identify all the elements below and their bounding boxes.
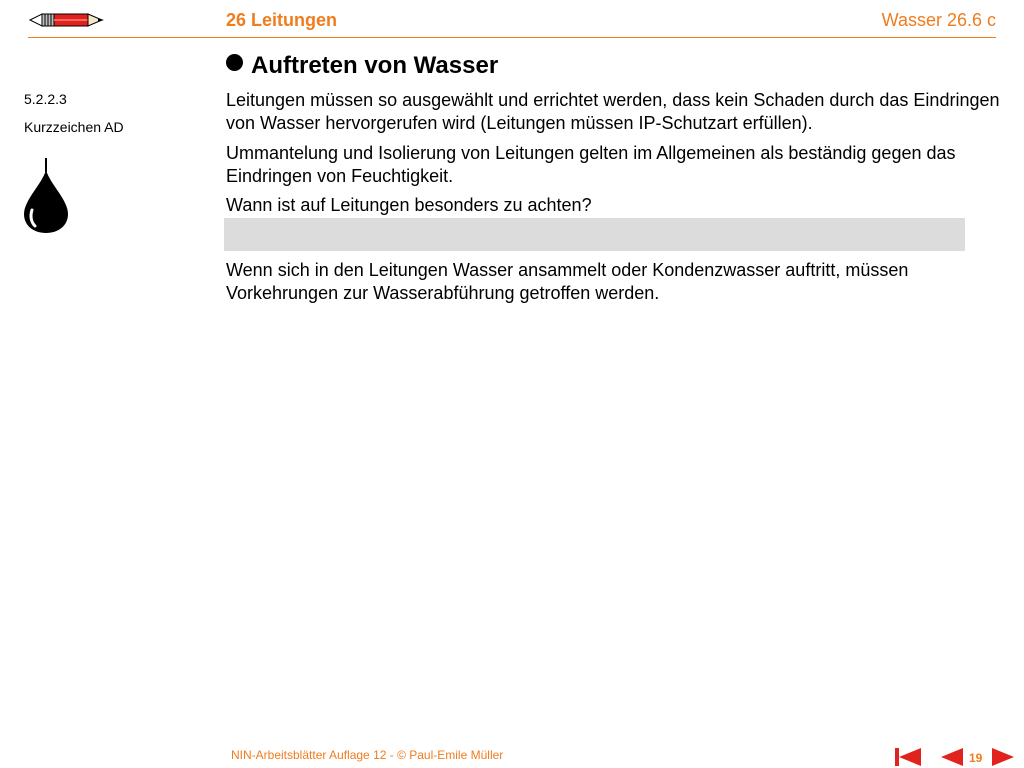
sidebar-code-label: Kurzzeichen AD — [24, 119, 124, 135]
water-drop-icon — [22, 158, 70, 234]
paragraph-answer: Wenn sich in den Leitungen Wasser ansammelt oder Kondenzwasser auftritt, müssen Vorkehrungen zur Wasserabführung getroffen werden. — [226, 260, 909, 303]
section-reference: Wasser 26.6 c — [881, 10, 996, 30]
paragraph-requirements: Leitungen müssen so ausgewählt und errichtet werden, dass kein Schaden durch das Eindringen von Wasser hervorgerufen wird (Leitungen müssen IP-Schutzart erfüllen). — [226, 90, 1000, 133]
answer-box[interactable] — [224, 218, 965, 251]
previous-arrow-icon[interactable] — [940, 747, 964, 767]
page-number: 19 — [969, 751, 983, 765]
pencil-icon — [28, 9, 108, 31]
bullet-icon — [226, 54, 243, 71]
sidebar-reference: 5.2.2.3 — [24, 91, 67, 107]
paragraph-insulation: Ummantelung und Isolierung von Leitungen gelten im Allgemeinen als beständig gegen das Eindringen von Feuchtigkeit. — [226, 143, 956, 186]
next-arrow-icon[interactable] — [991, 747, 1015, 767]
question-text: Wann ist auf Leitungen besonders zu achten? — [226, 195, 592, 215]
section-heading-text: Auftreten von Wasser — [251, 52, 499, 79]
header-divider — [28, 37, 996, 38]
chapter-title: 26 Leitungen — [226, 10, 338, 30]
footer-credit: NIN-Arbeitsblätter Auflage 12 - © Paul-Emile Müller — [231, 748, 504, 762]
skip-to-first-icon[interactable] — [893, 747, 923, 767]
section-heading — [226, 52, 498, 80]
